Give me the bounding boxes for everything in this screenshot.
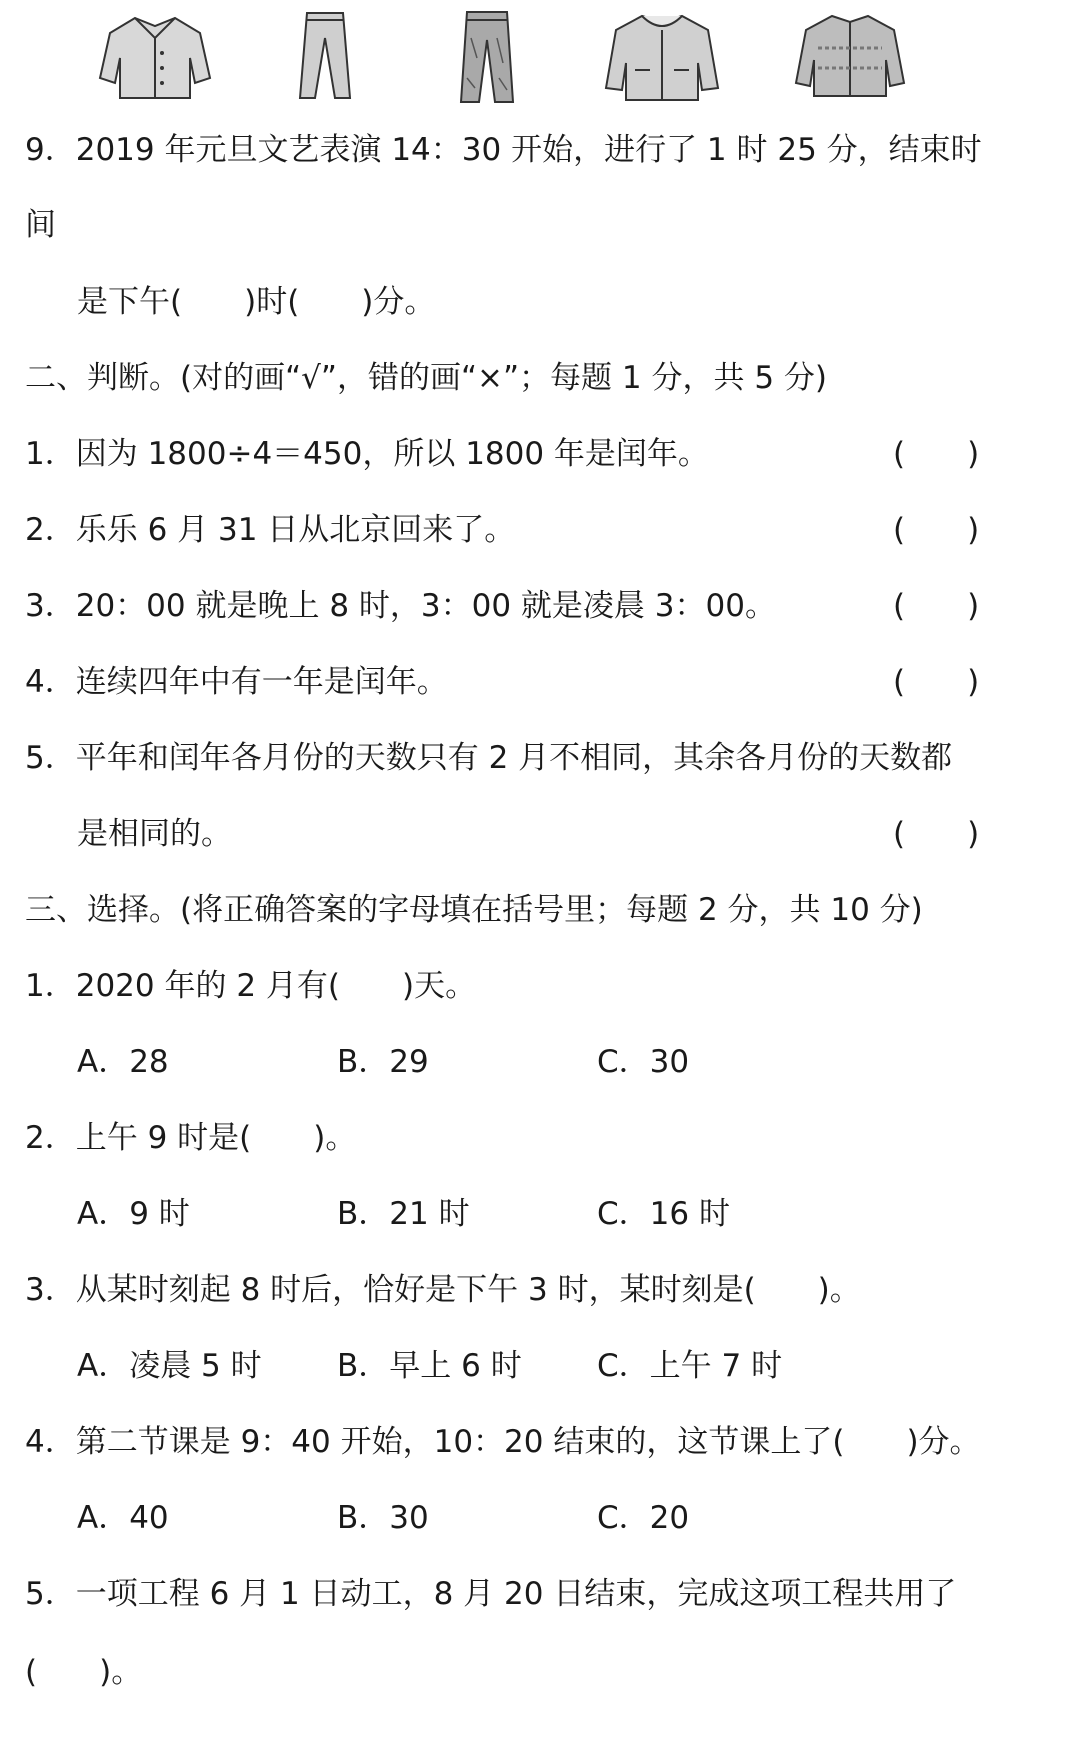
- judge-item-3: 3．20：00 就是晚上 8 时，3：00 就是凌晨 3：00。: [25, 588, 776, 624]
- judge-answer-1[interactable]: ( ): [893, 436, 980, 472]
- choice-q1-option-c[interactable]: C．30: [597, 1044, 690, 1080]
- q9-line3: 是下午( )时( )分。: [77, 284, 436, 320]
- choice-q5-stem-cont: ( )。: [25, 1654, 143, 1690]
- choice-q3-option-b[interactable]: B．早上 6 时: [337, 1348, 522, 1384]
- jacket-icon: [95, 8, 215, 103]
- section3-heading: 三、选择。(将正确答案的字母填在括号里；每题 2 分，共 10 分): [25, 892, 923, 928]
- choice-q2-option-a[interactable]: A．9 时: [77, 1196, 190, 1232]
- judge-answer-4[interactable]: ( ): [893, 664, 980, 700]
- choice-q4-stem: 4．第二节课是 9：40 开始，10：20 结束的，这节课上了( )分。: [25, 1424, 981, 1460]
- judge-item-1: 1．因为 1800÷4＝450，所以 1800 年是闰年。: [25, 436, 709, 472]
- choice-q2-option-b[interactable]: B．21 时: [337, 1196, 470, 1232]
- choice-q1-option-a[interactable]: A．28: [77, 1044, 169, 1080]
- section2-heading: 二、判断。(对的画“√”，错的画“×”；每题 1 分，共 5 分): [25, 360, 828, 396]
- choice-q5-stem: 5．一项工程 6 月 1 日动工，8 月 20 日结束，完成这项工程共用了: [25, 1576, 957, 1612]
- choice-q4-option-a[interactable]: A．40: [77, 1500, 169, 1536]
- judge-answer-2[interactable]: ( ): [893, 512, 980, 548]
- judge-item-4: 4．连续四年中有一年是闰年。: [25, 664, 448, 700]
- choice-q3-option-c[interactable]: C．上午 7 时: [597, 1348, 783, 1384]
- jeans-icon: [457, 8, 517, 106]
- judge-item-5: 5．平年和闰年各月份的天数只有 2 月不相同，其余各月份的天数都: [25, 740, 953, 776]
- choice-q2-stem: 2．上午 9 时是( )。: [25, 1120, 357, 1156]
- choice-q3-stem: 3．从某时刻起 8 时后，恰好是下午 3 时，某时刻是( )。: [25, 1272, 861, 1308]
- choice-q1-stem: 1．2020 年的 2 月有( )天。: [25, 968, 477, 1004]
- choice-q3-option-a[interactable]: A．凌晨 5 时: [77, 1348, 262, 1384]
- judge-answer-3[interactable]: ( ): [893, 588, 980, 624]
- judge-item-5-cont: 是相同的。: [77, 816, 232, 852]
- choice-q4-option-c[interactable]: C．20: [597, 1500, 690, 1536]
- q9-line2: 间: [25, 207, 56, 243]
- judge-answer-5[interactable]: ( ): [893, 816, 980, 852]
- choice-q2-option-c[interactable]: C．16 时: [597, 1196, 730, 1232]
- judge-item-2: 2．乐乐 6 月 31 日从北京回来了。: [25, 512, 516, 548]
- choice-q4-option-b[interactable]: B．30: [337, 1500, 429, 1536]
- pants-icon: [295, 8, 355, 103]
- q9-line1: 9．2019 年元旦文艺表演 14：30 开始，进行了 1 时 25 分，结束时: [25, 132, 982, 168]
- sweater-icon: [790, 8, 910, 100]
- choice-q1-option-b[interactable]: B．29: [337, 1044, 429, 1080]
- coat-icon: [600, 8, 725, 103]
